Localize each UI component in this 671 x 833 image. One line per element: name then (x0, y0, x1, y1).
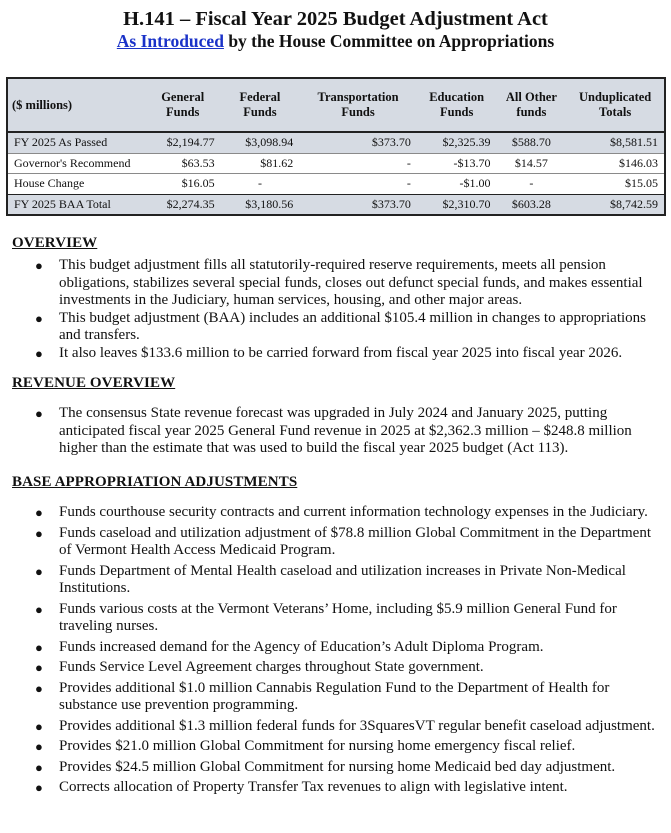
column-header: Unduplicated Totals (566, 78, 665, 132)
subtitle-text: by the House Committee on Appropriations (223, 31, 555, 51)
list-item (0, 680, 671, 715)
table-cell: $63.53 (145, 153, 221, 174)
bullet-icon: ● (35, 601, 43, 617)
table-cell: - (221, 174, 300, 195)
column-header: Transportation Funds (299, 78, 417, 132)
list-item-text: Funds caseload and utilization adjustment of $78.8 million Global Commitment in the Department of Vermont Health Access Medicaid Program. (59, 524, 651, 558)
table-cell: $3,180.56 (221, 194, 300, 215)
column-header: Federal Funds (221, 78, 300, 132)
bullet-icon: ● (35, 639, 43, 655)
list-item-text: It also leaves $133.6 million to be carried forward from fiscal year 2025 into fiscal year 2026. (59, 344, 623, 361)
bullet-icon: ● (35, 680, 43, 696)
overview-list (0, 257, 671, 362)
list-item (0, 310, 671, 345)
bullet-icon: ● (35, 759, 43, 775)
table-cell: $2,310.70 (417, 194, 497, 215)
table-row (7, 194, 665, 215)
list-item-text: Funds increased demand for the Agency of Education’s Adult Diploma Program. (59, 638, 544, 655)
table-row (7, 132, 665, 153)
table-cell: $588.70 (497, 132, 567, 153)
table-cell: $81.62 (221, 153, 300, 174)
list-item (0, 405, 671, 458)
list-item (0, 659, 671, 677)
table-cell: $2,274.35 (145, 194, 221, 215)
list-item-text: Provides $24.5 million Global Commitment for nursing home Medicaid bed day adjustment. (59, 758, 616, 775)
table-cell: - (299, 153, 417, 174)
list-item (0, 601, 671, 636)
list-item-text: Funds courthouse security contracts and current information technology expenses in the Judiciary. (59, 504, 648, 520)
list-item (0, 345, 671, 363)
column-header: ($ millions) (7, 78, 145, 132)
bullet-icon: ● (35, 406, 43, 421)
list-item-text: Funds various costs at the Vermont Veterans’ Home, including $5.9 million General Fund for traveling nurses. (59, 600, 617, 634)
list-item (0, 563, 671, 598)
table-cell: $2,194.77 (145, 132, 221, 153)
bullet-icon: ● (35, 563, 43, 579)
revenue-list (0, 405, 671, 458)
list-item-text: Provides additional $1.3 million federal funds for 3SquaresVT regular benefit caseload adjustment. (59, 717, 655, 734)
document-subtitle (0, 31, 671, 52)
table-cell: $15.05 (566, 174, 665, 195)
overview-heading: OVERVIEW (12, 235, 98, 251)
bullet-icon: ● (35, 718, 43, 734)
row-label: House Change (7, 174, 145, 195)
table-cell: -$13.70 (417, 153, 497, 174)
row-label: FY 2025 BAA Total (7, 194, 145, 215)
list-item-text: This budget adjustment fills all statutorily-required reserve requirements, meets all pension obligations, stabilizes several special funds, closes out defunct special funds, and makes essential investments in the Judiciary, human services, housing, and other major areas. (59, 257, 643, 308)
row-label: FY 2025 As Passed (7, 132, 145, 153)
bullet-icon: ● (35, 780, 43, 795)
table-row (7, 153, 665, 174)
list-item-text: The consensus State revenue forecast was upgraded in July 2024 and January 2025, putting anticipated fiscal year 2025 General Fund revenue in 2025 at $2,362.3 million – $248.8 million higher than the estimate that was used to build the fiscal year 2025 budget (Act 113). (59, 405, 632, 456)
bullet-icon: ● (35, 739, 43, 754)
list-item (0, 718, 671, 736)
column-header: Education Funds (417, 78, 497, 132)
table-cell: $603.28 (497, 194, 567, 215)
table-cell: -$1.00 (417, 174, 497, 195)
list-item-text: Funds Department of Mental Health caseload and utilization increases in Private Non-Medical Institutions. (59, 562, 626, 596)
table-cell: $8,581.51 (566, 132, 665, 153)
list-item-text: Funds Service Level Agreement charges throughout State government. (59, 659, 484, 675)
list-item-text: Corrects allocation of Property Transfer Tax revenues to align with legislative intent. (59, 779, 568, 795)
bullet-icon: ● (35, 310, 43, 326)
table-cell: $373.70 (299, 132, 417, 153)
table-cell: - (497, 174, 567, 195)
table-cell: $8,742.59 (566, 194, 665, 215)
base-appropriation-list (0, 504, 671, 797)
list-item-text: This budget adjustment (BAA) includes an additional $105.4 million in changes to appropriations and transfers. (59, 309, 646, 343)
table-cell: $2,325.39 (417, 132, 497, 153)
document-title: H.141 – Fiscal Year 2025 Budget Adjustment Act (123, 8, 548, 30)
as-introduced-link[interactable]: As Introduced (116, 31, 224, 51)
list-item (0, 779, 671, 797)
bullet-icon: ● (35, 525, 43, 541)
list-item (0, 525, 671, 560)
table-header-row (7, 78, 665, 132)
table-cell: $146.03 (566, 153, 665, 174)
table-cell: $373.70 (299, 194, 417, 215)
bullet-icon: ● (35, 505, 43, 520)
list-item (0, 759, 671, 777)
list-item-text: Provides $21.0 million Global Commitment for nursing home emergency fiscal relief. (59, 738, 576, 754)
list-item (0, 639, 671, 657)
list-item (0, 738, 671, 756)
list-item-text: Provides additional $1.0 million Cannabis Regulation Fund to the Department of Health for substance use prevention programming. (59, 679, 610, 713)
base-appropriation-heading: BASE APPROPRIATION ADJUSTMENTS (12, 474, 298, 490)
list-item (0, 504, 671, 522)
column-header: All Other funds (497, 78, 567, 132)
revenue-overview-heading: REVENUE OVERVIEW (12, 375, 176, 391)
budget-summary-table (6, 77, 666, 216)
budget-summary-table-wrap (6, 77, 666, 216)
table-cell: $14.57 (497, 153, 567, 174)
table-cell: $16.05 (145, 174, 221, 195)
column-header: General Funds (145, 78, 221, 132)
bullet-icon: ● (35, 660, 43, 675)
list-item (0, 257, 671, 310)
table-cell: - (299, 174, 417, 195)
row-label: Governor's Recommend (7, 153, 145, 174)
bullet-icon: ● (35, 345, 43, 361)
bullet-icon: ● (35, 258, 43, 273)
table-row (7, 174, 665, 195)
table-cell: $3,098.94 (221, 132, 300, 153)
